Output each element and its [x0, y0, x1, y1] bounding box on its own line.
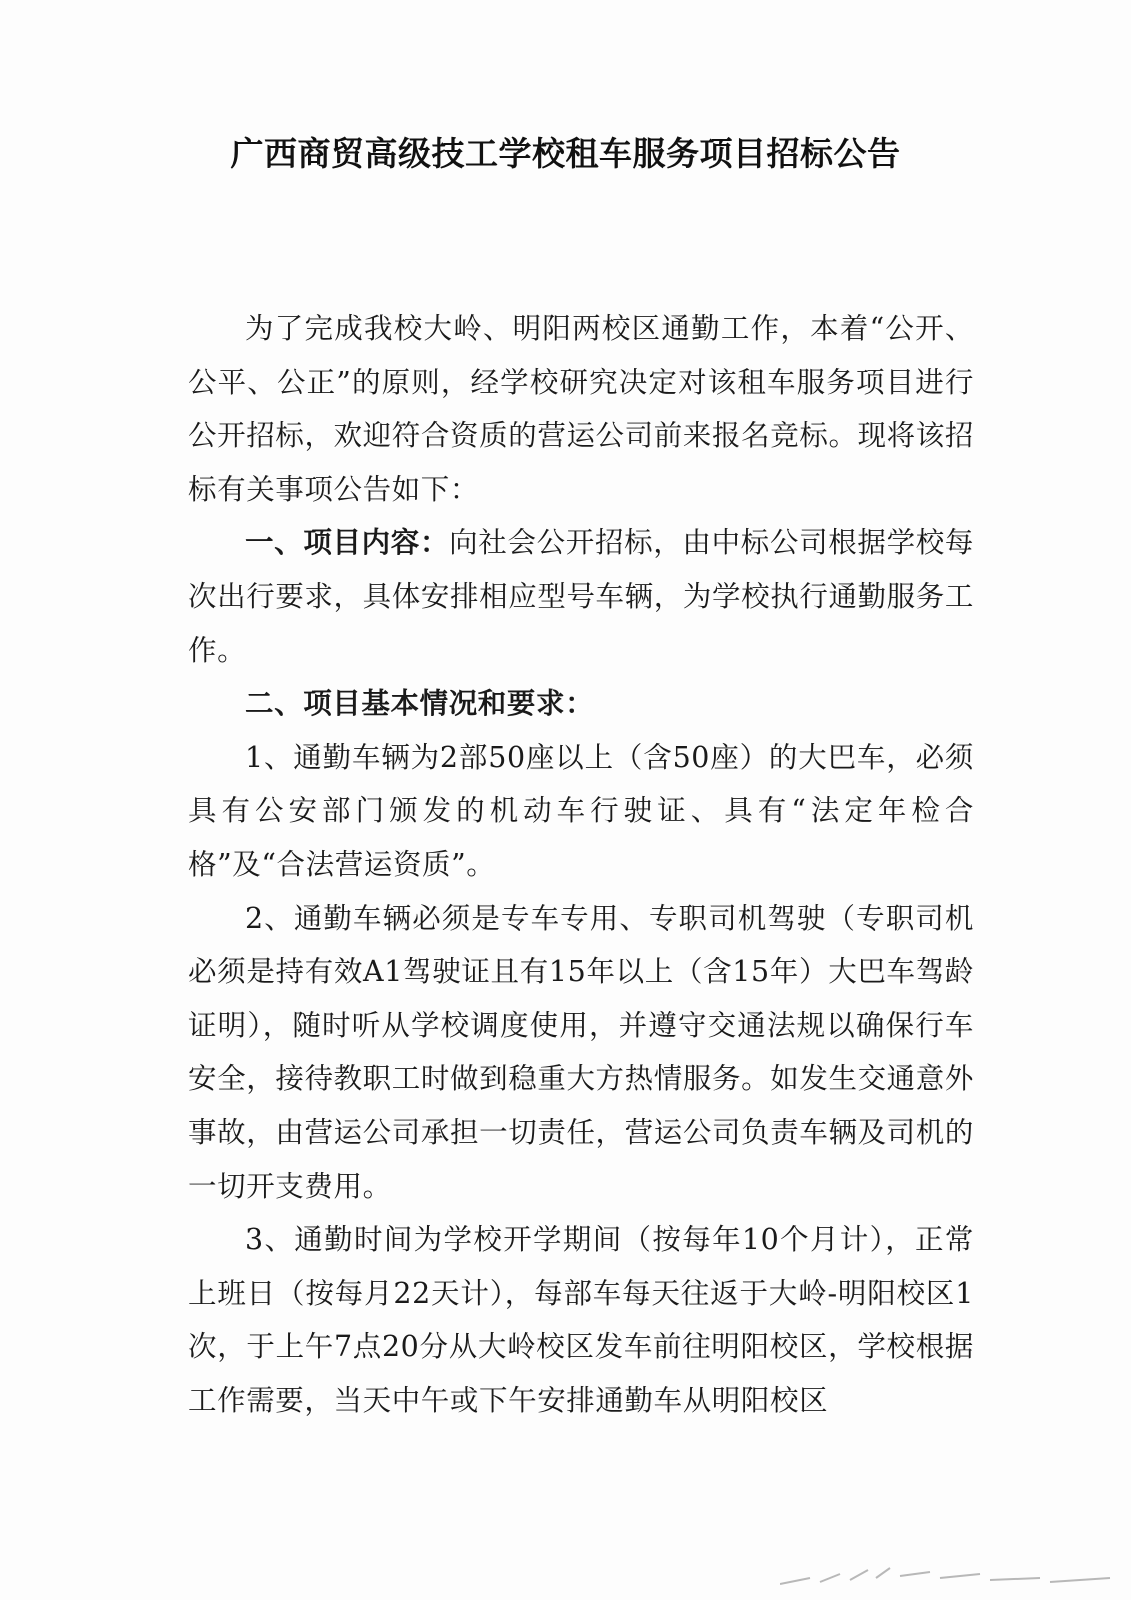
section-1-paragraph — [188, 516, 974, 677]
section-2-heading: 二、项目基本情况和要求： — [245, 687, 595, 721]
section-1-heading: 一、项目内容： — [245, 526, 450, 560]
section-1-text: 向社会公开招标，由中标公司根据学校每次出行要求，具体安排相应型号车辆，为学校执行通勤服务工作。 — [188, 526, 974, 667]
requirement-item-3: 3、通勤时间为学校开学期间（按每年10个月计），正常上班日（按每月22天计），每部车每天往返于大岭-明阳校区1次，于上午7点20分从大岭校区发车前往明阳校区，学校根据工作需要，当天中午或下午安排通勤车从明阳校区 — [188, 1223, 974, 1417]
scan-edge-marks — [780, 1548, 1120, 1588]
requirement-item-2: 2、通勤车辆必须是专车专用、专职司机驾驶（专职司机必须是持有效A1驾驶证且有15年以上（含15年）大巴车驾龄证明），随时听从学校调度使用，并遵守交通法规以确保行车安全，接待教职工时做到稳重大方热情服务。如发生交通意外事故，由营运公司承担一切责任，营运公司负责车辆及司机的一切开支费用。 — [188, 901, 974, 1203]
document-body — [188, 302, 974, 1427]
requirement-item-1: 1、通勤车辆为2部50座以上（含50座）的大巴车，必须具有公安部门颁发的机动车行驶证、具有“法定年检合格”及“合法营运资质”。 — [188, 740, 974, 881]
intro-paragraph: 为了完成我校大岭、明阳两校区通勤工作，本着“公开、公平、公正”的原则，经学校研究决定对该租车服务项目进行公开招标，欢迎符合资质的营运公司前来报名竞标。现将该招标有关事项公告如下： — [188, 312, 974, 506]
document-title: 广西商贸高级技工学校租车服务项目招标公告 — [230, 134, 901, 173]
